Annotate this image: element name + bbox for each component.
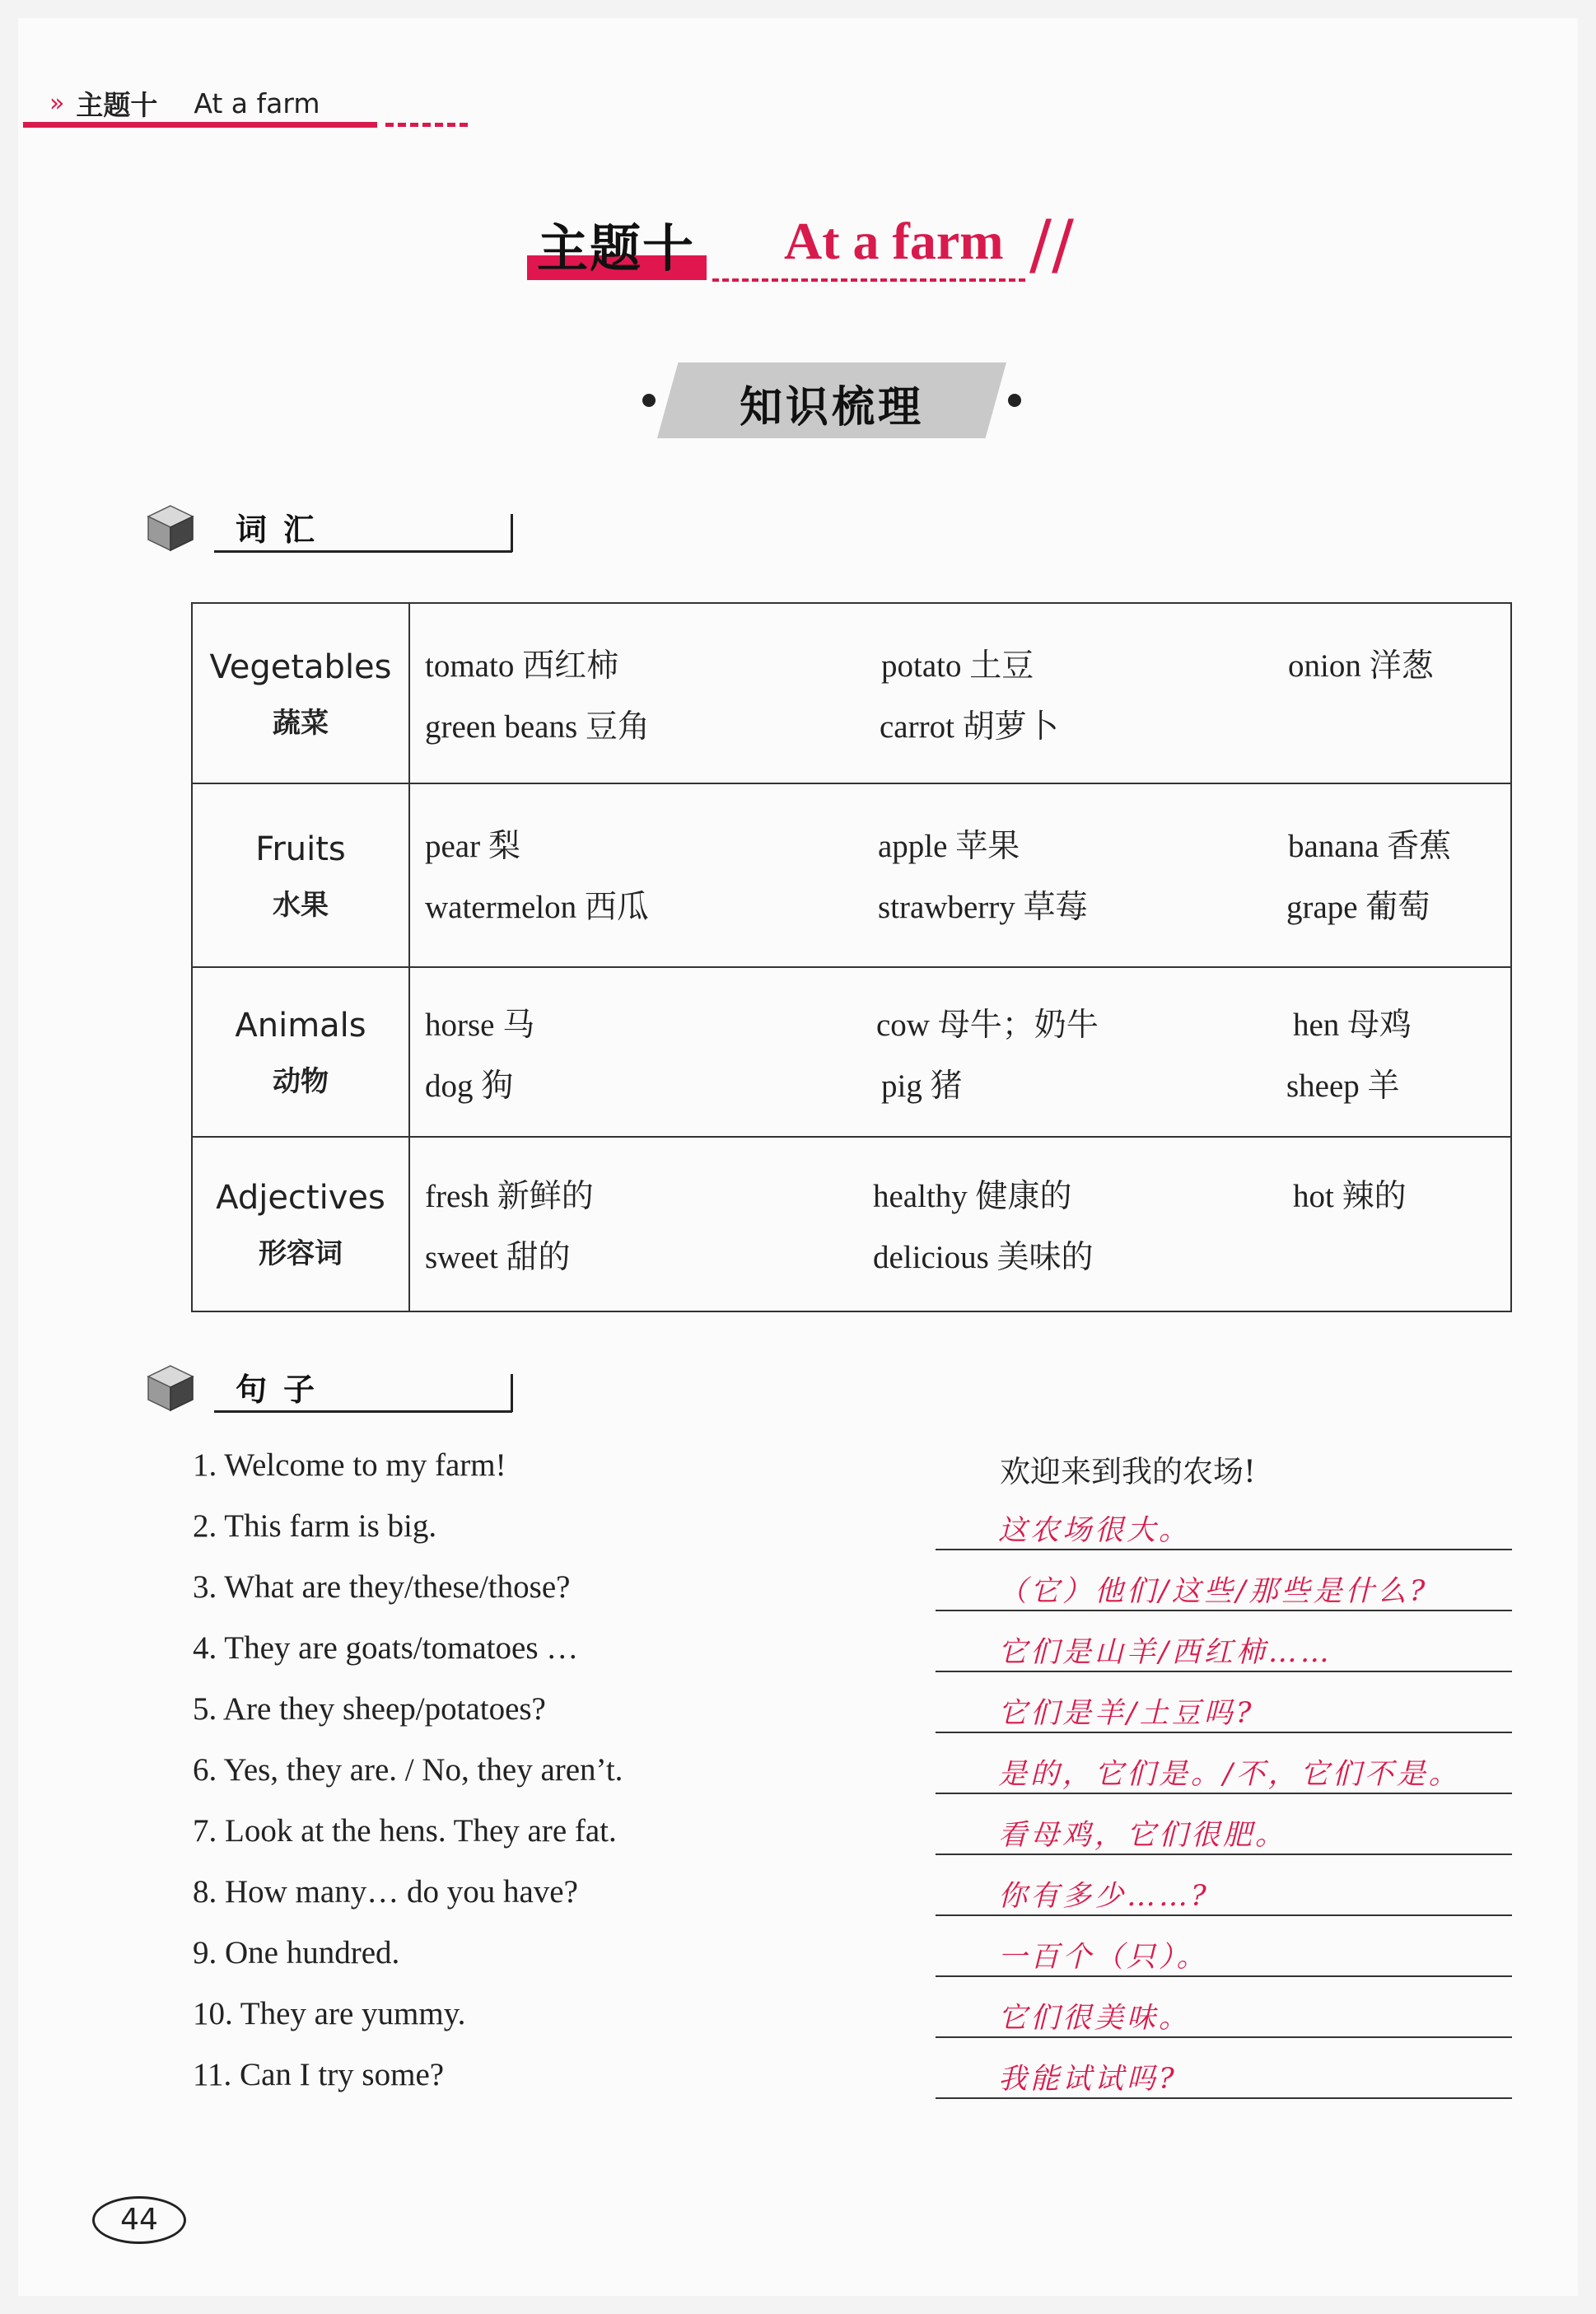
section-header-sentences: [145, 1359, 392, 1417]
table-row: [192, 603, 1511, 783]
word-item: tomato 西红柿: [425, 648, 619, 684]
category-chinese: 蔬菜: [273, 706, 329, 740]
word-item: delicious 美味的: [873, 1240, 1094, 1275]
category-cell: [192, 1137, 409, 1311]
word-item: cow 母牛；奶牛: [876, 1007, 1099, 1043]
sentence-english: 11. Can I try some?: [193, 2057, 445, 2092]
word-item: onion 洋葱: [1288, 648, 1434, 684]
answer-handwritten: 你有多少……?: [998, 1880, 1210, 1913]
cube-icon: [145, 1363, 196, 1414]
sentence-english: 6. Yes, they are. / No, they aren’t.: [193, 1752, 623, 1788]
answer-handwritten: 它们是山羊/西红柿……: [998, 1636, 1332, 1669]
running-header-topic: 主题十: [76, 88, 158, 121]
answer-line: [936, 1671, 1512, 1672]
sentence-english: 3. What are they/these/those?: [193, 1569, 571, 1605]
category-chinese: 动物: [273, 1065, 329, 1098]
cube-icon: [145, 503, 196, 554]
answer-line: [936, 1610, 1512, 1611]
category-chinese: 水果: [273, 888, 329, 922]
running-header: [49, 82, 320, 124]
sentence-english: 10. They are yummy.: [193, 1996, 466, 2031]
answer-handwritten: 这农场很大。: [998, 1514, 1192, 1547]
category-english: Adjectives: [216, 1179, 385, 1217]
answer-line: [936, 2036, 1512, 2038]
title-chinese: 主题十: [537, 218, 696, 278]
title-english: At a farm: [784, 212, 1004, 270]
word-item: pear 梨: [425, 829, 520, 864]
running-header-title: At a farm: [194, 86, 320, 119]
section-header-vocabulary: [145, 499, 392, 557]
word-item: fresh 新鲜的: [425, 1179, 594, 1214]
answer-line: [936, 2097, 1512, 2099]
word-item: carrot 胡萝卜: [880, 709, 1059, 745]
sentence-english: 9. One hundred.: [193, 1935, 400, 1970]
answer-line: [936, 1793, 1512, 1794]
word-item: apple 苹果: [878, 829, 1020, 864]
running-header-dashes: [385, 123, 468, 127]
table-row: [192, 1137, 1511, 1311]
banner-text: 知识梳理: [739, 383, 924, 432]
category-english: Fruits: [255, 830, 346, 868]
answer-line: [936, 1975, 1512, 1977]
section-label: 词汇: [236, 512, 332, 548]
word-item: strawberry 草莓: [878, 890, 1088, 925]
category-cell: [192, 603, 409, 783]
word-cell: [409, 783, 1511, 967]
chevron-icon: »: [49, 88, 65, 118]
word-cell: [409, 967, 1511, 1137]
running-header-rule: [23, 122, 377, 128]
answer-handwritten: 看母鸡，它们很肥。: [998, 1819, 1288, 1852]
category-cell: [192, 783, 409, 967]
word-item: healthy 健康的: [873, 1179, 1072, 1214]
word-cell: [409, 603, 1511, 783]
answer-line: [936, 1549, 1512, 1550]
sentence-english: 2. This farm is big.: [193, 1508, 437, 1544]
sentence-english: 4. They are goats/tomatoes …: [193, 1630, 579, 1666]
word-item: banana 香蕉: [1288, 829, 1452, 864]
answer-handwritten: 是的，它们是。/不，它们不是。: [998, 1758, 1461, 1791]
answer-line: [936, 1914, 1512, 1916]
sentence-chinese: 欢迎来到我的农场!: [1000, 1454, 1256, 1489]
answer-line: [936, 1854, 1512, 1855]
answer-line: [936, 1732, 1512, 1733]
word-item: hen 母鸡: [1293, 1007, 1412, 1043]
section-underline: [214, 1410, 512, 1413]
section-bar: [511, 514, 513, 552]
category-cell: [192, 967, 409, 1137]
page-title: [527, 206, 1153, 297]
sentence-english: 8. How many… do you have?: [193, 1874, 578, 1910]
word-item: sweet 甜的: [425, 1240, 571, 1275]
word-item: hot 辣的: [1293, 1179, 1407, 1214]
section-label: 句子: [236, 1372, 332, 1408]
sentence-english: 5. Are they sheep/potatoes?: [193, 1691, 546, 1727]
answer-handwritten: 它们是羊/土豆吗?: [998, 1697, 1255, 1730]
category-chinese: 形容词: [259, 1237, 343, 1270]
word-item: horse 马: [425, 1007, 535, 1043]
section-underline: [214, 550, 512, 553]
table-row: [192, 783, 1511, 967]
category-english: Vegetables: [209, 647, 392, 686]
word-item: green beans 豆角: [425, 709, 650, 745]
word-cell: [409, 1137, 1511, 1311]
word-item: grape 葡萄: [1286, 890, 1430, 925]
sentence-english: 7. Look at the hens. They are fat.: [193, 1813, 617, 1849]
answer-handwritten: 它们很美味。: [998, 2002, 1192, 2035]
word-item: dog 狗: [425, 1068, 514, 1104]
title-dashed-line: [712, 278, 1025, 282]
section-bar: [511, 1374, 513, 1412]
word-item: sheep 羊: [1286, 1068, 1400, 1104]
word-item: pig 猪: [881, 1068, 963, 1104]
word-item: potato 土豆: [881, 648, 1034, 684]
word-item: watermelon 西瓜: [425, 890, 649, 925]
vocabulary-table: [191, 602, 1512, 1312]
table-row: [192, 967, 1511, 1137]
answer-handwritten: 我能试试吗?: [998, 2063, 1178, 2096]
sentence-english: 1. Welcome to my farm!: [193, 1447, 506, 1483]
answer-handwritten: 一百个（只）。: [998, 1941, 1209, 1974]
answer-handwritten: （它）他们/这些/那些是什么?: [998, 1575, 1429, 1608]
title-slash-icon: //: [1029, 206, 1074, 283]
section-banner: [642, 362, 1021, 438]
page-number: 44: [92, 2196, 186, 2244]
category-english: Animals: [235, 1007, 366, 1045]
